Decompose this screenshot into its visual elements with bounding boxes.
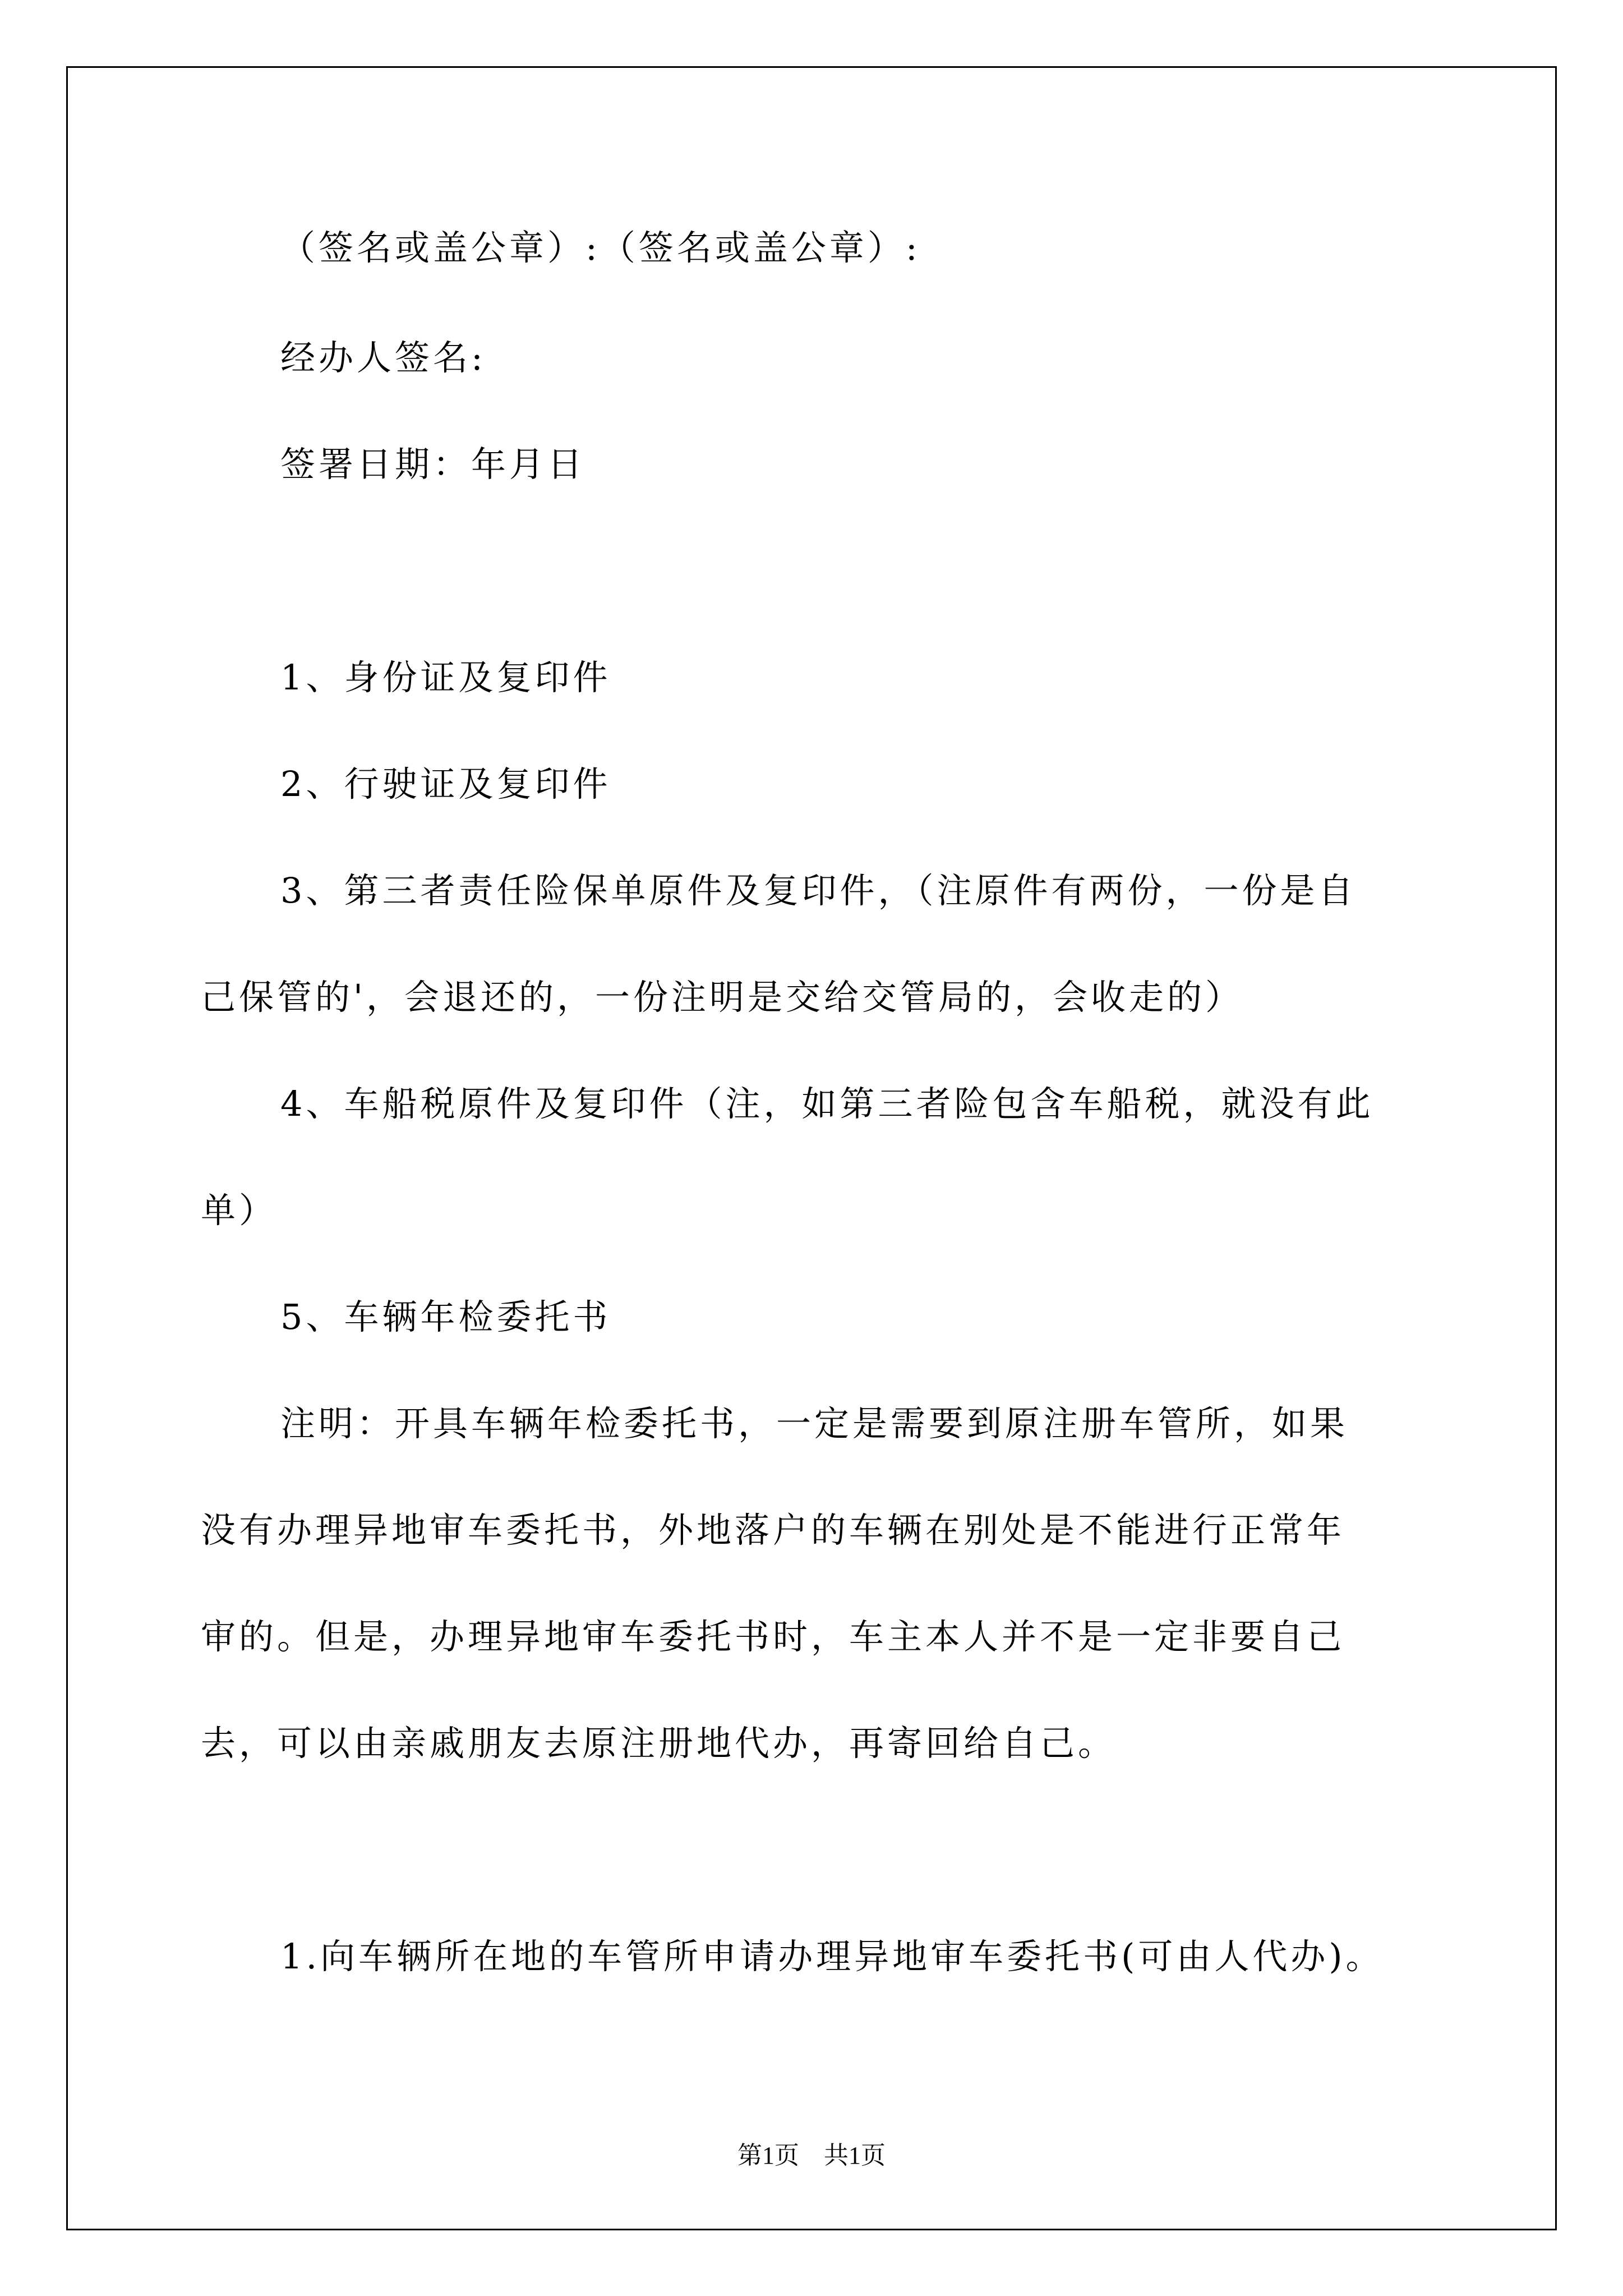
note-paragraph-line-2: 没有办理异地审车委托书，外地落户的车辆在别处是不能进行正常年	[201, 1510, 1345, 1550]
list-item-vessel-tax-line-1: 4、车船税原件及复印件（注，如第三者险包含车船税，就没有此	[280, 1083, 1374, 1124]
list-item-insurance-line-2: 己保管的'，会退还的，一份注明是交给交管局的，会收走的）	[201, 977, 1244, 1018]
step-1-line: 1.向车辆所在地的车管所申请办理异地审车委托书(可由人代办)。	[280, 1936, 1384, 1977]
note-paragraph-line-4: 去，可以由亲戚朋友去原注册地代办，再寄回给自己。	[201, 1723, 1117, 1764]
signature-seal-line: （签名或盖公章）:（签名或盖公章）:	[280, 227, 921, 268]
page-border	[66, 66, 1557, 2230]
list-item-vessel-tax-line-2: 单）	[201, 1190, 278, 1231]
list-item-insurance-line-1: 3、第三者责任险保单原件及复印件，（注原件有两份，一份是自	[280, 870, 1357, 911]
list-item-driving-license: 2、行驶证及复印件	[280, 763, 611, 804]
signing-date-line: 签署日期：年月日	[280, 444, 586, 485]
list-item-inspection-authorization: 5、车辆年检委托书	[280, 1296, 611, 1337]
page-number-footer: 第1页 共1页	[737, 2142, 886, 2169]
note-paragraph-line-1: 注明：开具车辆年检委托书，一定是需要到原注册车管所，如果	[280, 1403, 1349, 1444]
handler-signature-line: 经办人签名:	[280, 337, 486, 378]
list-item-id-card: 1、身份证及复印件	[280, 657, 611, 698]
note-paragraph-line-3: 审的。但是，办理异地审车委托书时，车主本人并不是一定非要自己	[201, 1616, 1345, 1657]
